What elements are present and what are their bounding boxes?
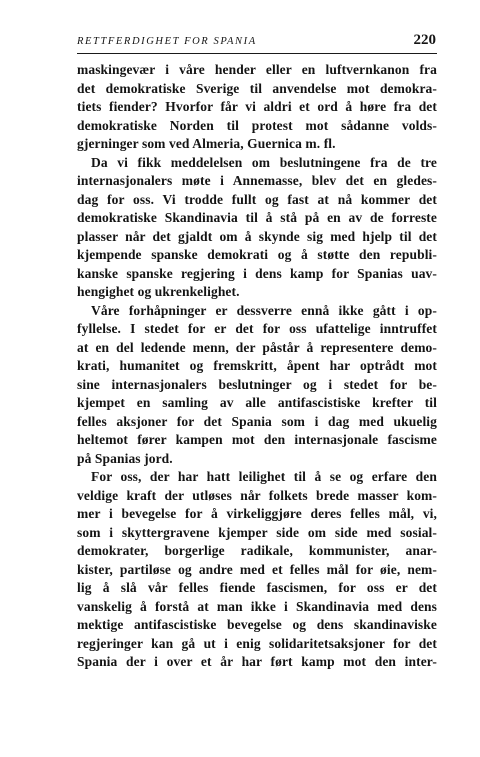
text-line: heltemot fører kampen mot den internasjonale fascisme (77, 432, 437, 447)
text-line: på Spanias jord. (77, 450, 173, 466)
text-line: kister, partiløse og andre med et felles mål for øie, nem- (77, 561, 437, 577)
text-line: maskingevær i våre hender eller en luftvernkanon fra (77, 62, 437, 77)
running-header (77, 33, 437, 51)
running-title: RETTFERDIGHET FOR SPANIA (77, 36, 257, 47)
page-number: 220 (413, 32, 436, 48)
text-line: Våre forhåpninger er dessverre ennå ikke gått i op- (91, 302, 437, 318)
text-line: det demokratiske Sverige til anvendelse mot demokra- (77, 80, 437, 96)
header-rule (77, 53, 437, 54)
text-line: sine internasjonalers beslutninger og i stedet for be- (77, 376, 437, 392)
text-line: at en del ledende menn, der påstår å representere demo- (77, 339, 437, 355)
text-line: demokrater, borgerlige radikale, kommunister, anar- (77, 543, 437, 558)
text-line: lig å slå vår felles fiende fascismen, for oss er det (77, 580, 437, 595)
text-line: veldige kraft der utløses når folkets brede masser kom- (77, 487, 437, 503)
text-line: kanske spanske regjering i dens kamp for Spanias uav- (77, 265, 437, 281)
text-line: fyllelse. I stedet for er det for oss ufattelige inntruffet (77, 321, 437, 336)
text-line: For oss, der har hatt leilighet til å se og erfare den (91, 469, 437, 484)
body-text (77, 61, 437, 672)
text-line: plasser når det gjaldt om å skynde sig med hjelp til det (77, 228, 437, 244)
text-line: tiets fiender? Hvorfor får vi aldri et ord å høre fra det (77, 99, 437, 114)
text-line: krati, humanitet og fremskritt, åpent har optrådt mot (77, 358, 437, 373)
text-line: demokratiske Skandinavia til å stå på en av de forreste (77, 210, 437, 225)
text-line: felles aksjoner for det Spania som i dag med ukuelig (77, 413, 437, 429)
text-line: Da vi fikk meddelelsen om beslutningene fra de tre (91, 154, 437, 170)
text-line: vanskelig å forstå at man ikke i Skandinavia med dens (77, 598, 437, 614)
text-line: kjempende spanske demokrati og å støtte den republi- (77, 247, 437, 262)
text-line: kjempet en samling av alle antifascistiske krefter til (77, 395, 437, 410)
text-line: som i skyttergravene kjemper side om side med sosial- (77, 524, 437, 540)
text-line: mektige antifascistiske bevegelse og dens skandinaviske (77, 617, 437, 632)
text-line: gjerninger som ved Almeria, Guernica m. fl. (77, 136, 336, 151)
text-line: demokratiske Norden til protest mot sådanne volds- (77, 117, 437, 133)
text-line: dag for oss. Vi trodde fullt og fast at nå kommer det (77, 191, 437, 207)
text-line: mer i bevegelse for å virkeliggjøre deres felles mål, vi, (77, 506, 437, 521)
text-line: internasjonalers møte i Annemasse, blev det en gledes- (77, 173, 437, 188)
text-line: Spania der i over et år har ført kamp mot den inter- (77, 654, 437, 669)
text-line: hengighet og ukrenkelighet. (77, 284, 240, 299)
text-line: regjeringer kan gå ut i enig solidaritetsaksjoner for det (77, 635, 437, 651)
